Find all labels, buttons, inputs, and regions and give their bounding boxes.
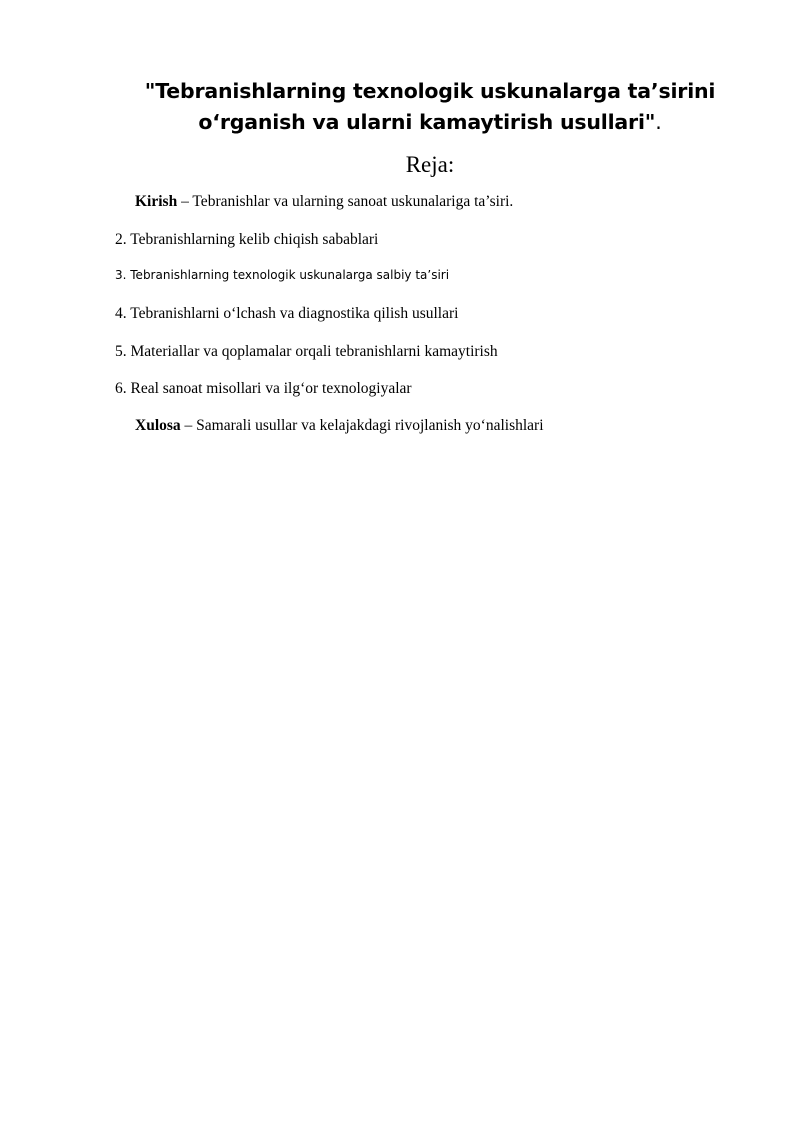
intro-text: – Tebranishlar va ularning sanoat uskunalariga ta’siri.: [177, 193, 514, 210]
title-period: .: [655, 110, 662, 134]
plan-item-conclusion: [135, 416, 544, 436]
conclusion-text: – Samarali usullar va kelajakdagi rivojlanish yo‘nalishlari: [180, 417, 544, 434]
plan-item-2: 2. Tebranishlarning kelib chiqish sabablari: [115, 231, 379, 248]
title-text: "Tebranishlarning texnologik uskunalarga ta’sirini o‘rganish va ularni kamaytirish usullari": [144, 79, 716, 134]
plan-item-4: 4. Tebranishlarni o‘lchash va diagnostika qilish usullari: [115, 305, 459, 322]
intro-label: Kirish: [135, 193, 178, 210]
document-title: [100, 76, 760, 138]
plan-heading: Reja:: [405, 152, 455, 177]
plan-item-5: 5. Materiallar va qoplamalar orqali tebranishlarni kamaytirish: [115, 343, 498, 360]
plan-item-intro: [135, 192, 513, 212]
plan-item-6: 6. Real sanoat misollari va ilg‘or texnologiyalar: [115, 380, 412, 397]
plan-item-3: 3. Tebranishlarning texnologik uskunalarga salbiy ta’siri: [115, 268, 450, 282]
conclusion-label: Xulosa: [135, 417, 181, 434]
